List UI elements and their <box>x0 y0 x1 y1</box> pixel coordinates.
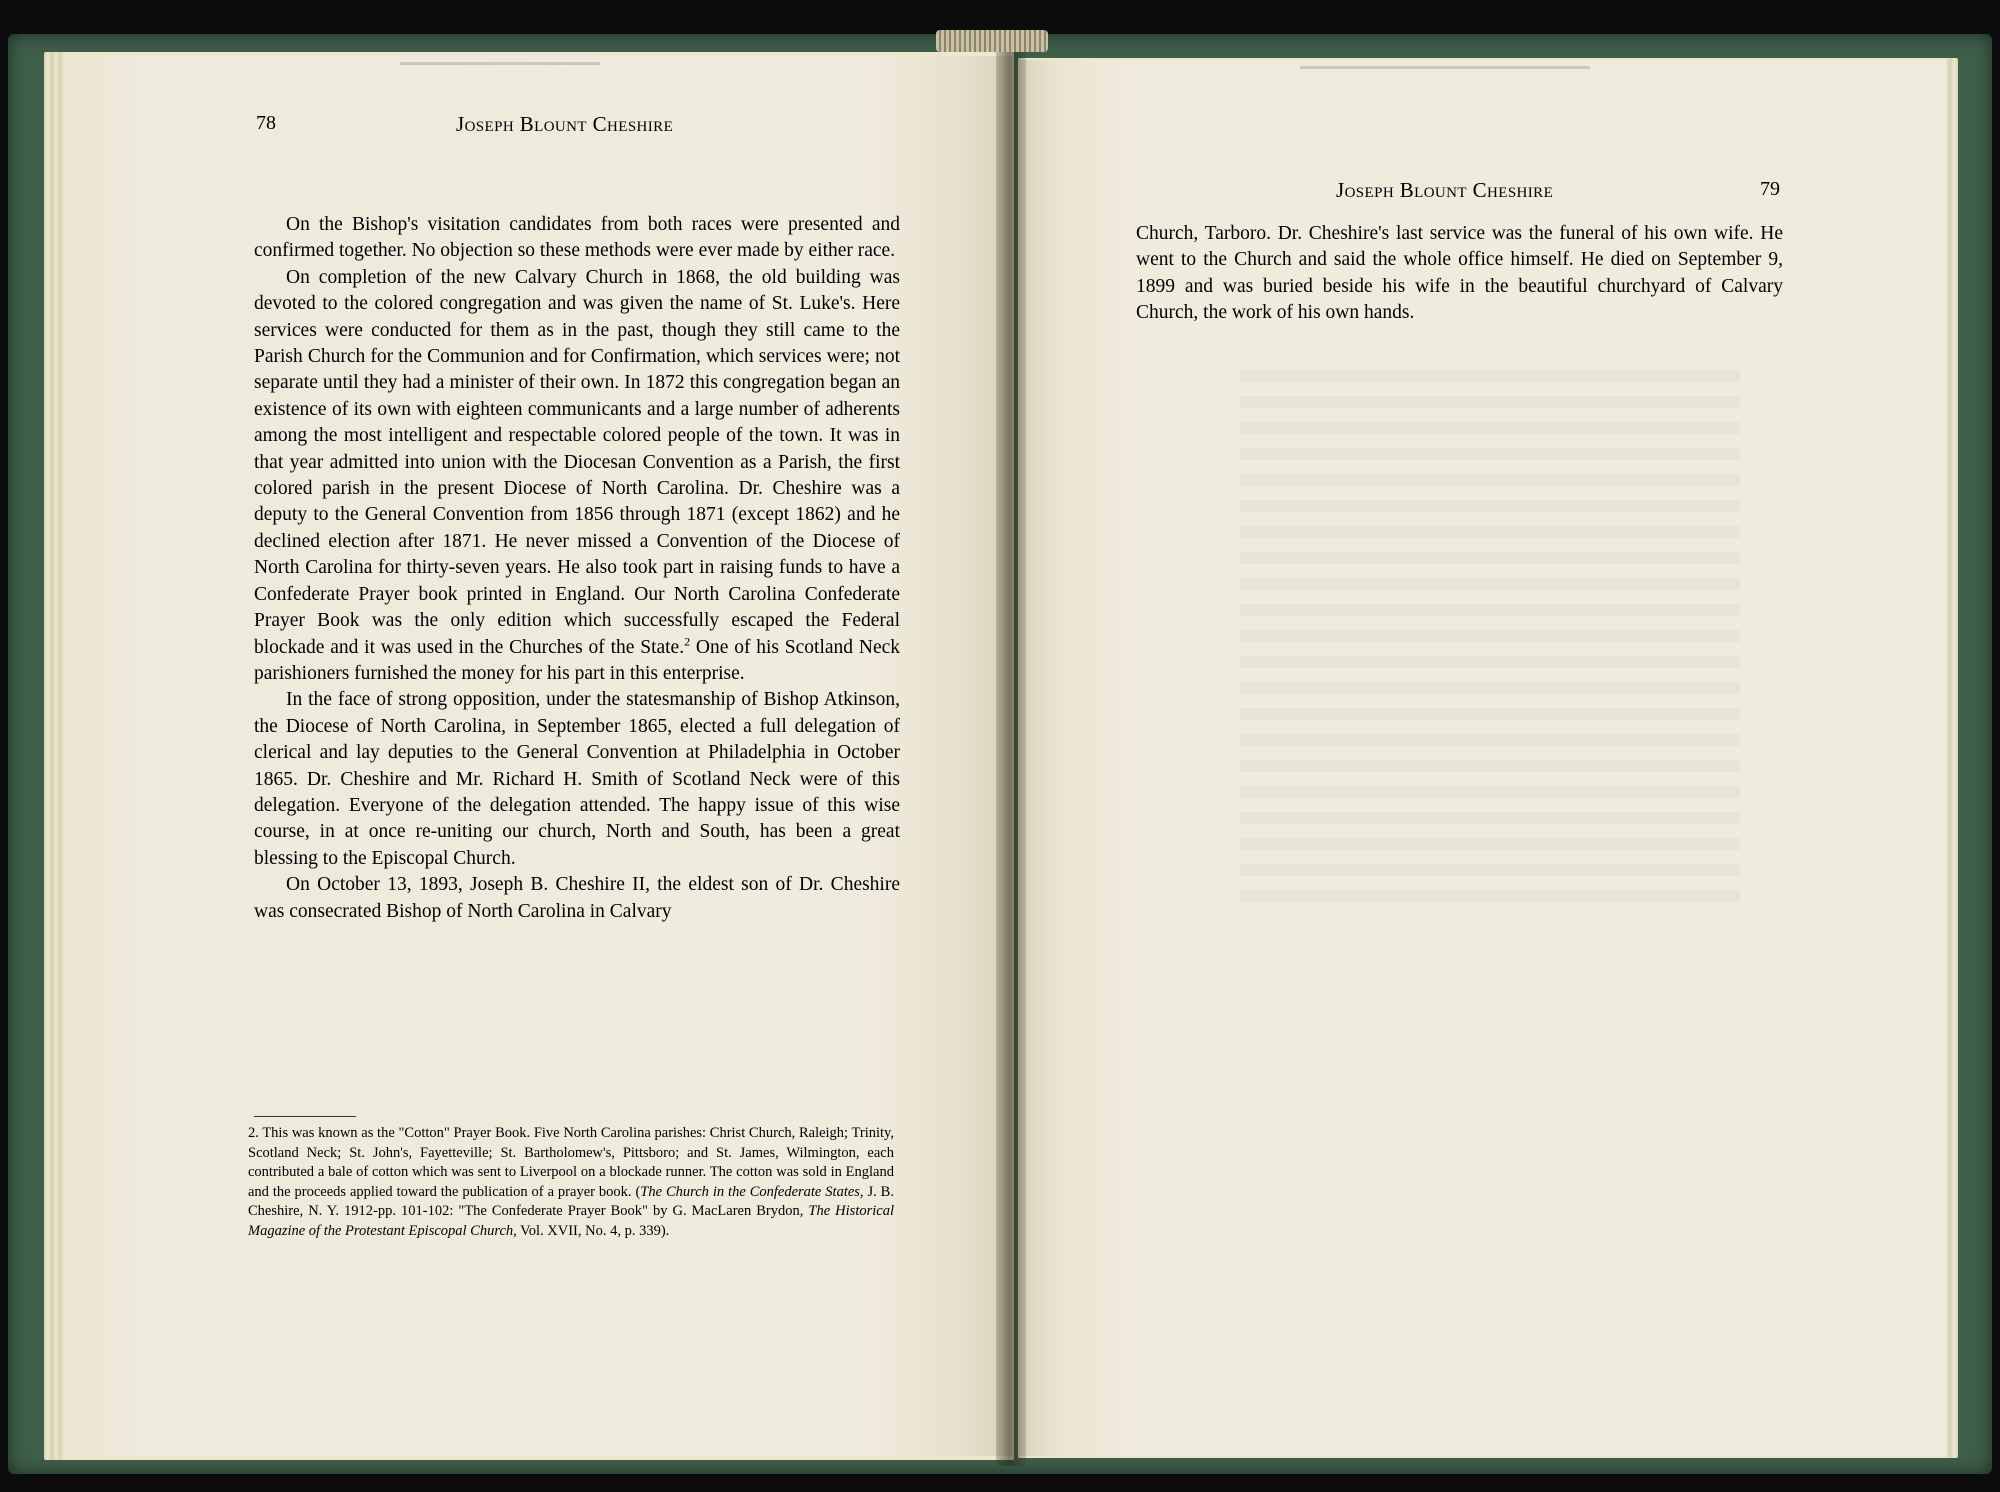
footnote-title-2: The Historical Magazine of the Protestant Episcopal Church, <box>248 1203 894 1239</box>
right-paragraph-1: Church, Tarboro. Dr. Cheshire's last service was the funeral of his own wife. He went to the Church and said the whole office himself. He died on September 9, 1899 and was buried beside his wife in the beautiful churchyard of Calvary Church, the work of his own hands. <box>1136 223 1783 324</box>
footnote <box>248 1124 894 1242</box>
show-through-mark <box>400 62 600 65</box>
footnote-mid: J. B. Cheshire, N. Y. 1912-pp. 101-102: "The Confederate Prayer Book" by G. MacLaren Brydon, <box>248 1183 894 1220</box>
show-through-mark <box>1300 66 1590 69</box>
show-through-text <box>1240 370 1740 910</box>
book-spine-gutter <box>996 46 1026 1466</box>
footnote-title-1: The Church in the Confederate States, <box>640 1183 864 1200</box>
left-paragraph-2 <box>254 265 900 688</box>
right-running-head: Joseph Blount Cheshire <box>1336 178 1554 202</box>
left-page-number: 78 <box>256 112 276 134</box>
left-paragraph-2-text: On completion of the new Calvary Church in 1868, the old building was devoted to the colored congregation and was given the name of St. Luke's. Here services were conducted for them as in the past, though they still came to the Parish Church for the Communion and for Confirmation, which services were; not separate until they had a minister of their own. In 1872 this congregation began an existence of its own with eighteen communicants and a large number of adherents among the most intelligent and respectable colored people of the town. It was in that year admitted into union with the Diocesan Convention as a Parish, the first colored parish in the present Diocese of North Carolina. Dr. Cheshire was a deputy to the General Convention from 1856 through 1871 (except 1862) and he declined election after 1871. He never missed a Convention of the Diocese of North Carolina for thirty-seven years. He also took part in raising funds to have a Confederate Prayer book printed in England. Our North Carolina Confederate Prayer Book was the only edition which successfully escaped the Federal blockade and it was used in the Churches of the State. <box>254 266 900 658</box>
right-page-body <box>1136 221 1783 327</box>
left-paragraph-3: In the face of strong opposition, under the statesmanship of Bishop Atkinson, the Diocese of North Carolina, in September 1865, elected a full delegation of clerical and lay deputies to the General Convention at Philadelphia in October 1865. Dr. Cheshire and Mr. Richard H. Smith of Scotland Neck were of this delegation. Everyone of the delegation attended. The happy issue of this wise course, in at once re-uniting our church, North and South, has been a great blessing to the Episcopal Church. <box>254 689 900 869</box>
left-paragraph-1: On the Bishop's visitation candidates from both races were presented and confirmed together. No objection so these methods were ever made by either race. <box>254 214 900 262</box>
book-spine-headband <box>936 30 1048 52</box>
right-page-number: 79 <box>1760 178 1780 200</box>
footnote-tail: Vol. XVII, No. 4, p. 339). <box>516 1222 670 1239</box>
left-paragraph-2-tail: One of his Scotland Neck parishioners furnished the money for his part in this enterprise. <box>254 636 901 684</box>
footnote-marker: 2 <box>684 634 691 648</box>
footnote-rule <box>254 1116 356 1117</box>
left-page-body <box>254 212 900 925</box>
left-paragraph-4: On October 13, 1893, Joseph B. Cheshire II, the eldest son of Dr. Cheshire was consecrated Bishop of North Carolina in Calvary <box>254 874 900 922</box>
footnote-lead: 2. This was known as the "Cotton" Prayer Book. Five North Carolina parishes: Christ Church, Raleigh; Trinity, Scotland Neck; St. John's, Fayetteville; St. Bartholomew's, Pittsboro; and St. James, Wilmington, each contributed a bale of cotton which was sent to Liverpool on a blockade runner. The cotton was sold in England and the proceeds applied toward the publication of a prayer book. ( <box>248 1125 894 1200</box>
left-running-head: Joseph Blount Cheshire <box>456 112 674 136</box>
